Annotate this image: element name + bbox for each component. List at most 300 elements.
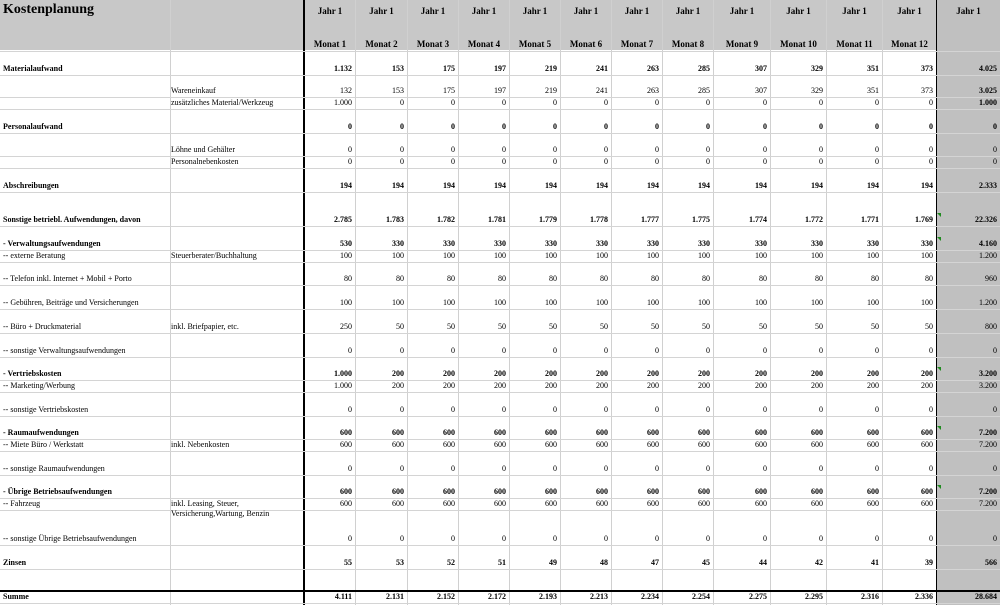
- cell-value[interactable]: 100: [755, 251, 767, 260]
- cell-value[interactable]: 0: [604, 346, 608, 355]
- cell-value[interactable]: 330: [698, 239, 710, 248]
- cell-value[interactable]: 0: [502, 405, 506, 414]
- cell-value[interactable]: 80: [759, 274, 767, 283]
- cell-value[interactable]: 200: [755, 369, 767, 378]
- cell-value[interactable]: 0: [400, 157, 404, 166]
- cell-value[interactable]: 200: [811, 369, 823, 378]
- cell-value[interactable]: 0: [655, 534, 659, 543]
- cell-value[interactable]: 0: [929, 405, 933, 414]
- cell-value[interactable]: 0: [706, 346, 710, 355]
- cell-value[interactable]: 2.295: [805, 592, 823, 601]
- cell-value[interactable]: 0: [502, 346, 506, 355]
- cell-value[interactable]: 0: [451, 122, 455, 131]
- cell-value[interactable]: 200: [494, 381, 506, 390]
- cell-value[interactable]: 0: [763, 145, 767, 154]
- cell-value[interactable]: 600: [596, 440, 608, 449]
- cell-value[interactable]: 2.213: [590, 592, 608, 601]
- cell-value[interactable]: 39: [925, 558, 933, 567]
- total-value[interactable]: 566: [985, 558, 997, 567]
- cell-value[interactable]: 0: [763, 122, 767, 131]
- cell-value[interactable]: 0: [553, 464, 557, 473]
- cell-value[interactable]: 0: [553, 98, 557, 107]
- cell-value[interactable]: 0: [929, 464, 933, 473]
- cell-value[interactable]: 42: [815, 558, 823, 567]
- cell-value[interactable]: 2.316: [861, 592, 879, 601]
- cell-value[interactable]: 197: [494, 86, 506, 95]
- cell-value[interactable]: 1.779: [539, 215, 557, 224]
- cell-value[interactable]: 100: [755, 298, 767, 307]
- cell-value[interactable]: 373: [921, 86, 933, 95]
- cell-value[interactable]: 100: [811, 251, 823, 260]
- cell-value[interactable]: 0: [451, 346, 455, 355]
- cell-value[interactable]: 50: [925, 322, 933, 331]
- cell-value[interactable]: 0: [819, 464, 823, 473]
- cell-value[interactable]: 200: [647, 381, 659, 390]
- cell-value[interactable]: 0: [655, 98, 659, 107]
- cell-value[interactable]: 200: [698, 381, 710, 390]
- cell-value[interactable]: 0: [929, 534, 933, 543]
- cell-value[interactable]: 194: [647, 181, 659, 190]
- cell-value[interactable]: 0: [929, 145, 933, 154]
- cell-value[interactable]: 219: [545, 64, 557, 73]
- cell-value[interactable]: 330: [921, 239, 933, 248]
- cell-value[interactable]: 219: [545, 86, 557, 95]
- cell-value[interactable]: 0: [451, 98, 455, 107]
- total-value[interactable]: 28.684: [975, 592, 997, 601]
- cell-value[interactable]: 600: [698, 428, 710, 437]
- cell-value[interactable]: 132: [340, 86, 352, 95]
- cell-value[interactable]: 2.234: [641, 592, 659, 601]
- total-value[interactable]: 800: [985, 322, 997, 331]
- cell-value[interactable]: 0: [553, 122, 557, 131]
- cell-value[interactable]: 1.783: [386, 215, 404, 224]
- cell-value[interactable]: 100: [545, 298, 557, 307]
- cell-value[interactable]: 600: [811, 499, 823, 508]
- cell-value[interactable]: 600: [545, 499, 557, 508]
- cell-value[interactable]: 0: [502, 534, 506, 543]
- cell-value[interactable]: 200: [647, 369, 659, 378]
- cell-value[interactable]: 45: [702, 558, 710, 567]
- cell-value[interactable]: 0: [553, 346, 557, 355]
- cell-value[interactable]: 0: [875, 145, 879, 154]
- cell-value[interactable]: 200: [443, 369, 455, 378]
- total-value[interactable]: 0: [993, 346, 997, 355]
- cell-value[interactable]: 50: [600, 322, 608, 331]
- cell-value[interactable]: 0: [819, 534, 823, 543]
- cell-value[interactable]: 194: [755, 181, 767, 190]
- cell-value[interactable]: 0: [706, 145, 710, 154]
- cell-value[interactable]: 175: [443, 86, 455, 95]
- cell-value[interactable]: 0: [655, 122, 659, 131]
- cell-value[interactable]: 0: [875, 98, 879, 107]
- cell-value[interactable]: 200: [867, 381, 879, 390]
- cell-value[interactable]: 0: [502, 157, 506, 166]
- cell-value[interactable]: 80: [871, 274, 879, 283]
- cell-value[interactable]: 0: [706, 122, 710, 131]
- cell-value[interactable]: 600: [545, 487, 557, 496]
- cell-value[interactable]: 0: [348, 464, 352, 473]
- cell-value[interactable]: 0: [819, 405, 823, 414]
- total-value[interactable]: 1.200: [979, 298, 997, 307]
- cell-value[interactable]: 600: [340, 487, 352, 496]
- cell-value[interactable]: 330: [443, 239, 455, 248]
- cell-value[interactable]: 1.000: [334, 369, 352, 378]
- cell-value[interactable]: 194: [494, 181, 506, 190]
- cell-value[interactable]: 2.275: [749, 592, 767, 601]
- cell-value[interactable]: 194: [392, 181, 404, 190]
- cell-value[interactable]: 80: [549, 274, 557, 283]
- cell-value[interactable]: 600: [340, 428, 352, 437]
- cell-value[interactable]: 0: [875, 122, 879, 131]
- cell-value[interactable]: 44: [759, 558, 767, 567]
- cell-value[interactable]: 600: [647, 428, 659, 437]
- cell-value[interactable]: 48: [600, 558, 608, 567]
- cell-value[interactable]: 600: [392, 499, 404, 508]
- cell-value[interactable]: 1.000: [334, 98, 352, 107]
- cell-value[interactable]: 600: [755, 499, 767, 508]
- cell-value[interactable]: 80: [702, 274, 710, 283]
- cell-value[interactable]: 100: [545, 251, 557, 260]
- total-value[interactable]: 2.333: [979, 181, 997, 190]
- total-value[interactable]: 4.025: [979, 64, 997, 73]
- cell-value[interactable]: 0: [604, 405, 608, 414]
- cell-value[interactable]: 194: [921, 181, 933, 190]
- cell-value[interactable]: 80: [600, 274, 608, 283]
- cell-value[interactable]: 0: [348, 157, 352, 166]
- total-value[interactable]: 7.200: [979, 487, 997, 496]
- cell-value[interactable]: 263: [647, 86, 659, 95]
- cell-value[interactable]: 0: [348, 534, 352, 543]
- cell-value[interactable]: 100: [340, 298, 352, 307]
- cell-value[interactable]: 600: [921, 428, 933, 437]
- cell-value[interactable]: 200: [596, 369, 608, 378]
- cell-value[interactable]: 600: [443, 487, 455, 496]
- cell-value[interactable]: 100: [392, 298, 404, 307]
- cell-value[interactable]: 600: [392, 428, 404, 437]
- cell-value[interactable]: 0: [875, 157, 879, 166]
- cell-value[interactable]: 100: [867, 251, 879, 260]
- cell-value[interactable]: 0: [819, 122, 823, 131]
- cell-value[interactable]: 1.774: [749, 215, 767, 224]
- cell-value[interactable]: 0: [451, 145, 455, 154]
- cell-value[interactable]: 200: [921, 381, 933, 390]
- cell-value[interactable]: 41: [871, 558, 879, 567]
- cell-value[interactable]: 0: [604, 122, 608, 131]
- cell-value[interactable]: 600: [811, 487, 823, 496]
- cell-value[interactable]: 2.193: [539, 592, 557, 601]
- cell-value[interactable]: 0: [348, 346, 352, 355]
- cell-value[interactable]: 0: [348, 405, 352, 414]
- cell-value[interactable]: 197: [494, 64, 506, 73]
- cell-value[interactable]: 0: [763, 405, 767, 414]
- cell-value[interactable]: 600: [545, 440, 557, 449]
- cell-value[interactable]: 2.336: [915, 592, 933, 601]
- cell-value[interactable]: 0: [763, 464, 767, 473]
- cell-value[interactable]: 600: [545, 428, 557, 437]
- cell-value[interactable]: 80: [925, 274, 933, 283]
- cell-value[interactable]: 80: [651, 274, 659, 283]
- cell-value[interactable]: 194: [596, 181, 608, 190]
- cell-value[interactable]: 0: [819, 157, 823, 166]
- cell-value[interactable]: 100: [340, 251, 352, 260]
- cell-value[interactable]: 0: [929, 157, 933, 166]
- cell-value[interactable]: 330: [596, 239, 608, 248]
- cell-value[interactable]: 600: [921, 487, 933, 496]
- total-value[interactable]: 960: [985, 274, 997, 283]
- total-value[interactable]: 3.200: [979, 369, 997, 378]
- cell-value[interactable]: 600: [867, 440, 879, 449]
- cell-value[interactable]: 100: [494, 298, 506, 307]
- cell-value[interactable]: 0: [400, 145, 404, 154]
- cell-value[interactable]: 50: [396, 322, 404, 331]
- total-value[interactable]: 0: [993, 534, 997, 543]
- cell-value[interactable]: 600: [698, 440, 710, 449]
- cell-value[interactable]: 50: [702, 322, 710, 331]
- cell-value[interactable]: 0: [706, 157, 710, 166]
- cell-value[interactable]: 307: [755, 86, 767, 95]
- cell-value[interactable]: 600: [921, 499, 933, 508]
- cell-value[interactable]: 0: [875, 405, 879, 414]
- cell-value[interactable]: 0: [706, 405, 710, 414]
- total-value[interactable]: 0: [993, 464, 997, 473]
- cell-value[interactable]: 100: [921, 298, 933, 307]
- cell-value[interactable]: 80: [344, 274, 352, 283]
- cell-value[interactable]: 50: [759, 322, 767, 331]
- cell-value[interactable]: 330: [867, 239, 879, 248]
- total-value[interactable]: 3.200: [979, 381, 997, 390]
- cell-value[interactable]: 600: [921, 440, 933, 449]
- cell-value[interactable]: 51: [498, 558, 506, 567]
- cell-value[interactable]: 0: [929, 346, 933, 355]
- cell-value[interactable]: 0: [400, 346, 404, 355]
- cell-value[interactable]: 1.772: [805, 215, 823, 224]
- cell-value[interactable]: 55: [344, 558, 352, 567]
- cell-value[interactable]: 600: [698, 499, 710, 508]
- cell-value[interactable]: 53: [396, 558, 404, 567]
- cell-value[interactable]: 100: [494, 251, 506, 260]
- cell-value[interactable]: 0: [763, 157, 767, 166]
- cell-value[interactable]: 0: [502, 145, 506, 154]
- cell-value[interactable]: 0: [348, 145, 352, 154]
- cell-value[interactable]: 530: [340, 239, 352, 248]
- cell-value[interactable]: 194: [443, 181, 455, 190]
- total-value[interactable]: 4.160: [979, 239, 997, 248]
- cell-value[interactable]: 600: [392, 487, 404, 496]
- cell-value[interactable]: 0: [875, 534, 879, 543]
- cell-value[interactable]: 600: [596, 428, 608, 437]
- cell-value[interactable]: 0: [400, 98, 404, 107]
- cell-value[interactable]: 285: [698, 86, 710, 95]
- cell-value[interactable]: 200: [698, 369, 710, 378]
- cell-value[interactable]: 600: [494, 440, 506, 449]
- cell-value[interactable]: 0: [400, 122, 404, 131]
- cell-value[interactable]: 600: [596, 487, 608, 496]
- total-value[interactable]: 1.000: [979, 98, 997, 107]
- cell-value[interactable]: 100: [867, 298, 879, 307]
- cell-value[interactable]: 100: [647, 251, 659, 260]
- cell-value[interactable]: 0: [655, 346, 659, 355]
- cell-value[interactable]: 0: [451, 157, 455, 166]
- cell-value[interactable]: 600: [811, 428, 823, 437]
- cell-value[interactable]: 194: [545, 181, 557, 190]
- cell-value[interactable]: 0: [819, 145, 823, 154]
- cell-value[interactable]: 4.111: [334, 592, 352, 601]
- cell-value[interactable]: 2.152: [437, 592, 455, 601]
- cell-value[interactable]: 1.781: [488, 215, 506, 224]
- cell-value[interactable]: 307: [755, 64, 767, 73]
- cell-value[interactable]: 600: [698, 487, 710, 496]
- cell-value[interactable]: 2.254: [692, 592, 710, 601]
- cell-value[interactable]: 0: [604, 157, 608, 166]
- cell-value[interactable]: 47: [651, 558, 659, 567]
- cell-value[interactable]: 194: [340, 181, 352, 190]
- cell-value[interactable]: 0: [502, 122, 506, 131]
- cell-value[interactable]: 373: [921, 64, 933, 73]
- cell-value[interactable]: 600: [647, 487, 659, 496]
- cell-value[interactable]: 100: [596, 298, 608, 307]
- cell-value[interactable]: 200: [392, 369, 404, 378]
- cell-value[interactable]: 600: [443, 499, 455, 508]
- cell-value[interactable]: 0: [819, 346, 823, 355]
- cell-value[interactable]: 330: [392, 239, 404, 248]
- cell-value[interactable]: 600: [755, 440, 767, 449]
- cell-value[interactable]: 330: [811, 239, 823, 248]
- cell-value[interactable]: 0: [451, 405, 455, 414]
- cell-value[interactable]: 194: [867, 181, 879, 190]
- cell-value[interactable]: 263: [647, 64, 659, 73]
- cell-value[interactable]: 351: [867, 86, 879, 95]
- cell-value[interactable]: 285: [698, 64, 710, 73]
- cell-value[interactable]: 0: [502, 464, 506, 473]
- cell-value[interactable]: 0: [502, 98, 506, 107]
- cell-value[interactable]: 600: [647, 440, 659, 449]
- cell-value[interactable]: 100: [443, 298, 455, 307]
- cell-value[interactable]: 80: [447, 274, 455, 283]
- cell-value[interactable]: 600: [867, 428, 879, 437]
- cell-value[interactable]: 50: [549, 322, 557, 331]
- total-value[interactable]: 7.200: [979, 440, 997, 449]
- cell-value[interactable]: 0: [451, 464, 455, 473]
- cell-value[interactable]: 49: [549, 558, 557, 567]
- cell-value[interactable]: 50: [815, 322, 823, 331]
- cell-value[interactable]: 600: [443, 440, 455, 449]
- cell-value[interactable]: 0: [929, 122, 933, 131]
- cell-value[interactable]: 200: [811, 381, 823, 390]
- cell-value[interactable]: 0: [604, 98, 608, 107]
- cell-value[interactable]: 200: [867, 369, 879, 378]
- cell-value[interactable]: 330: [647, 239, 659, 248]
- cell-value[interactable]: 600: [340, 440, 352, 449]
- cell-value[interactable]: 194: [811, 181, 823, 190]
- total-value[interactable]: 7.200: [979, 499, 997, 508]
- cell-value[interactable]: 1.132: [334, 64, 352, 73]
- cell-value[interactable]: 153: [392, 86, 404, 95]
- cell-value[interactable]: 600: [755, 487, 767, 496]
- total-value[interactable]: 0: [993, 157, 997, 166]
- cell-value[interactable]: 600: [494, 487, 506, 496]
- cell-value[interactable]: 100: [811, 298, 823, 307]
- cell-value[interactable]: 1.782: [437, 215, 455, 224]
- cell-value[interactable]: 0: [604, 534, 608, 543]
- cell-value[interactable]: 0: [604, 145, 608, 154]
- cell-value[interactable]: 600: [755, 428, 767, 437]
- cell-value[interactable]: 0: [875, 346, 879, 355]
- cell-value[interactable]: 0: [655, 145, 659, 154]
- cell-value[interactable]: 1.775: [692, 215, 710, 224]
- cell-value[interactable]: 600: [867, 487, 879, 496]
- cell-value[interactable]: 50: [651, 322, 659, 331]
- cell-value[interactable]: 600: [443, 428, 455, 437]
- cell-value[interactable]: 0: [706, 464, 710, 473]
- cell-value[interactable]: 80: [815, 274, 823, 283]
- cell-value[interactable]: 330: [545, 239, 557, 248]
- cell-value[interactable]: 2.172: [488, 592, 506, 601]
- cell-value[interactable]: 0: [451, 534, 455, 543]
- cell-value[interactable]: 250: [340, 322, 352, 331]
- cell-value[interactable]: 52: [447, 558, 455, 567]
- cell-value[interactable]: 330: [755, 239, 767, 248]
- cell-value[interactable]: 200: [921, 369, 933, 378]
- cell-value[interactable]: 0: [348, 122, 352, 131]
- cell-value[interactable]: 50: [871, 322, 879, 331]
- cell-value[interactable]: 0: [706, 98, 710, 107]
- cell-value[interactable]: 200: [545, 369, 557, 378]
- cell-value[interactable]: 200: [545, 381, 557, 390]
- cell-value[interactable]: 329: [811, 64, 823, 73]
- cell-value[interactable]: 175: [443, 64, 455, 73]
- cell-value[interactable]: 0: [655, 405, 659, 414]
- cell-value[interactable]: 100: [698, 251, 710, 260]
- cell-value[interactable]: 241: [596, 64, 608, 73]
- cell-value[interactable]: 153: [392, 64, 404, 73]
- cell-value[interactable]: 1.778: [590, 215, 608, 224]
- cell-value[interactable]: 0: [819, 98, 823, 107]
- cell-value[interactable]: 80: [396, 274, 404, 283]
- total-value[interactable]: 0: [993, 122, 997, 131]
- cell-value[interactable]: 241: [596, 86, 608, 95]
- cell-value[interactable]: 0: [655, 464, 659, 473]
- total-value[interactable]: 0: [993, 145, 997, 154]
- cell-value[interactable]: 0: [553, 157, 557, 166]
- cell-value[interactable]: 100: [596, 251, 608, 260]
- cell-value[interactable]: 600: [340, 499, 352, 508]
- cell-value[interactable]: 50: [447, 322, 455, 331]
- cell-value[interactable]: 100: [647, 298, 659, 307]
- cell-value[interactable]: 200: [494, 369, 506, 378]
- cell-value[interactable]: 329: [811, 86, 823, 95]
- total-value[interactable]: 0: [993, 405, 997, 414]
- cell-value[interactable]: 0: [763, 98, 767, 107]
- cell-value[interactable]: 600: [392, 440, 404, 449]
- cell-value[interactable]: 200: [755, 381, 767, 390]
- cell-value[interactable]: 80: [498, 274, 506, 283]
- cell-value[interactable]: 600: [596, 499, 608, 508]
- cell-value[interactable]: 600: [867, 499, 879, 508]
- cell-value[interactable]: 351: [867, 64, 879, 73]
- cell-value[interactable]: 0: [553, 534, 557, 543]
- cell-value[interactable]: 2.131: [386, 592, 404, 601]
- cell-value[interactable]: 0: [400, 464, 404, 473]
- cell-value[interactable]: 0: [400, 405, 404, 414]
- cell-value[interactable]: 0: [655, 157, 659, 166]
- total-value[interactable]: 7.200: [979, 428, 997, 437]
- cell-value[interactable]: 330: [494, 239, 506, 248]
- cell-value[interactable]: 600: [494, 499, 506, 508]
- cell-value[interactable]: 1.769: [915, 215, 933, 224]
- cell-value[interactable]: 100: [698, 298, 710, 307]
- cell-value[interactable]: 0: [763, 346, 767, 355]
- cell-value[interactable]: 0: [763, 534, 767, 543]
